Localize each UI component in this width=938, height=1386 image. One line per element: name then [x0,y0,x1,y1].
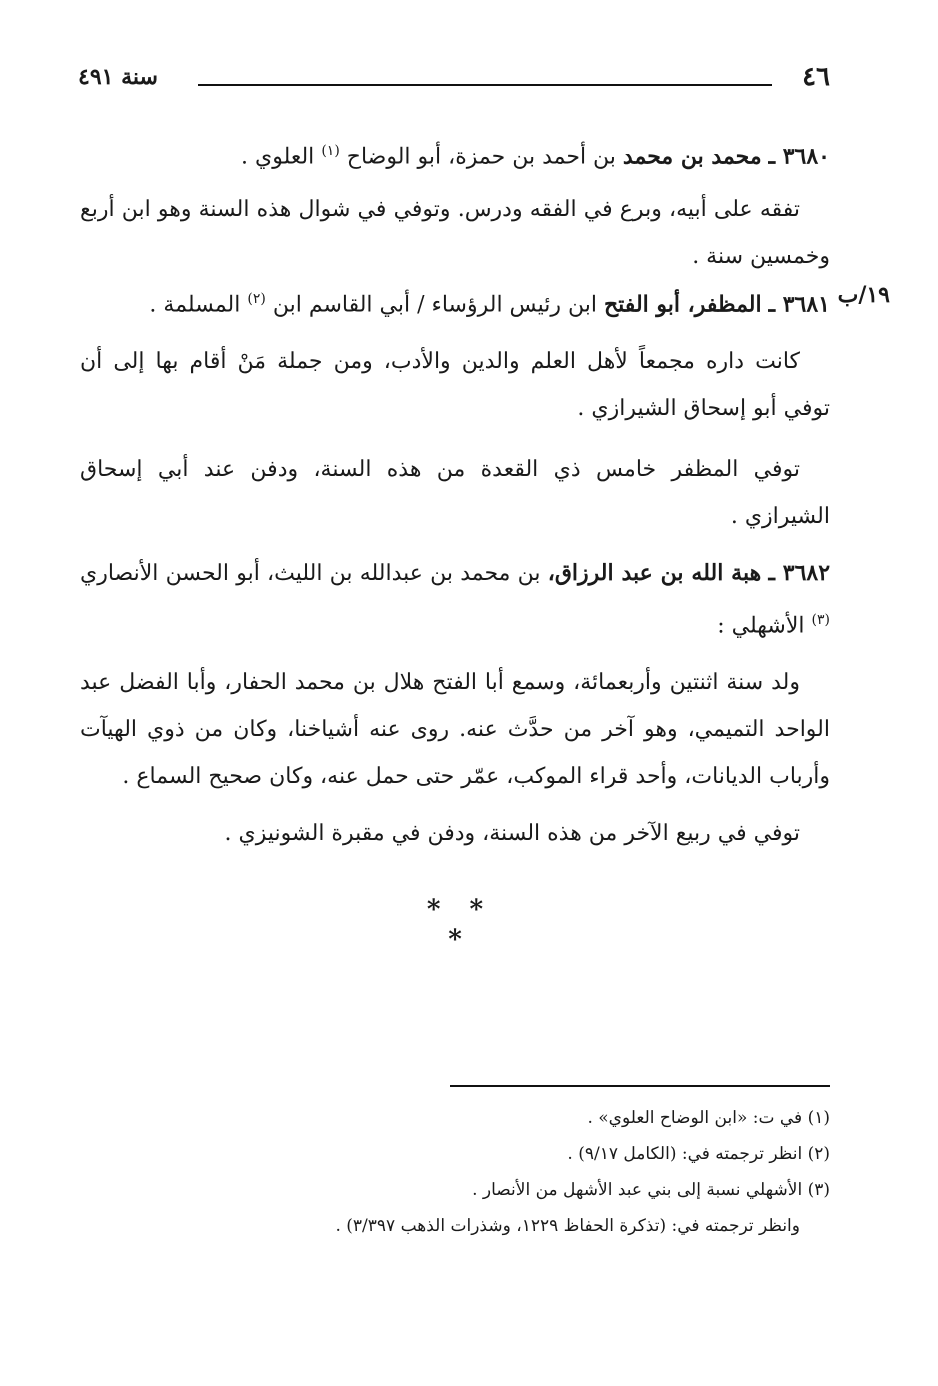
entry-3680 [80,128,830,280]
footnote-3: (٣) الأشهلي نسبة إلى بني عبد الأشهل من الأنصار . [472,1180,830,1200]
entry-paragraph: كانت داره مجمعاً لأهل العلم والدين والأدب، ومن جملة مَنْ أقام بها إلى أن توفي أبو إسحاق الشيرازي . [80,349,830,422]
entry-nisba: المسلمة . [149,292,241,318]
entry-paragraph: توفي المظفر خامس ذي القعدة من هذه السنة، ودفن عند أبي إسحاق الشيرازي . [80,457,830,530]
header-rule [198,84,772,86]
entry-heading [80,276,830,328]
entry-3681 [80,276,830,540]
entry-heading [80,128,830,180]
footnote-ref: (٢) [247,291,266,307]
entry-paragraph: تفقه على أبيه، وبرع في الفقه ودرس. وتوفي في شوال هذه السنة وهو ابن أربع وخمسين سنة . [80,197,830,270]
entry-name: محمد بن محمد [622,143,762,170]
entry-name: هبة الله بن عبد الرزاق، [547,560,762,586]
entry-paragraph: توفي في ربيع الآخر من هذه السنة، ودفن في مقبرة الشونيزي . [224,821,800,847]
footnotes [160,1100,830,1244]
entry-lineage: بن محمد بن عبدالله بن الليث، أبو الحسن الأنصاري [80,561,541,586]
footnote-rule [450,1085,830,1087]
footnote-1: (١) في ت: «ابن الوضاح العلوي» . [587,1108,830,1128]
entry-lineage: ابن رئيس الرؤساء / أبي القاسم ابن [272,292,597,318]
entry-nisba: العلوي . [241,144,315,170]
margin-folio-note: ١٩/ب [837,282,890,308]
footnote-3-continuation: وانظر ترجمته في: (تذكرة الحفاظ ١٢٢٩، وشذرات الذهب ٣/٣٩٧) . [335,1216,800,1236]
footnote-ref: (٣) [811,612,830,628]
section-separator: * * * [426,895,494,955]
entry-number: ٣٦٨٠ ـ [768,143,830,170]
entry-paragraph: ولد سنة اثنتين وأربعمائة، وسمع أبا الفتح هلال بن محمد الحفار، وأبا الفضل عبد الواحد التميمي، وهو آخر من حدَّث عنه. روى عنه أشياخنا، وكان من ذوي الهيآت وأرباب الديانات، وأحد قراء الموكب، عمّر حتى حمل عنه، وكان صحيح السماع . [80,670,830,790]
page-header [78,62,830,102]
footnote-ref: (١) [321,143,340,159]
entry-number: ٣٦٨١ ـ [768,291,830,318]
entry-heading [80,550,830,649]
footnote-2: (٢) انظر ترجمته في: (الكامل ٩/١٧) . [567,1144,830,1164]
entry-3682 [80,550,830,857]
entry-nisba: الأشهلي : [717,613,805,639]
page-number: ٤٦ [802,62,830,92]
running-title: سنة ٤٩١ [78,64,158,90]
entry-lineage: بن أحمد بن حمزة، أبو الوضاح [346,144,616,170]
entry-number: ٣٦٨٢ ـ [768,560,831,586]
entry-name: المظفر، أبو الفتح [603,291,762,318]
